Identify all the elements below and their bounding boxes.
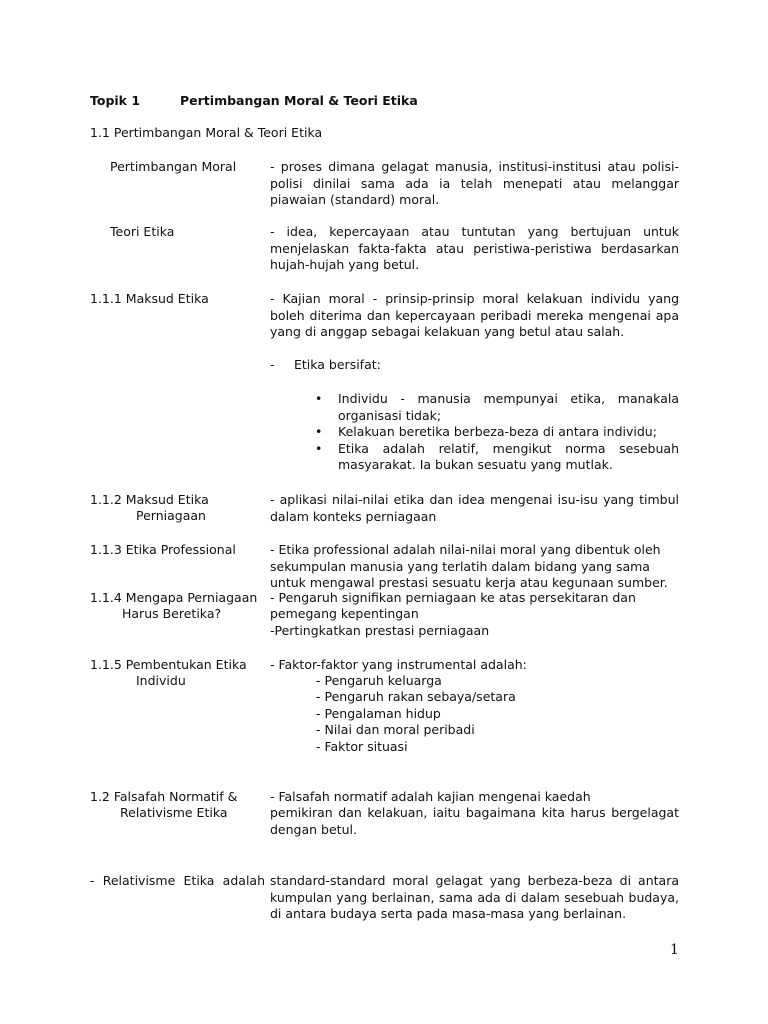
term-teori-etika: Teori Etika — [110, 224, 175, 239]
definition-pertimbangan-moral: - proses dimana gelagat manusia, institusi-institusi atau polisi-polisi dinilai sama ada ia telah menepati atau melanggar piawaian (standard) moral. — [270, 159, 679, 207]
bullet-icon: • — [315, 424, 323, 439]
label-etika-professional: 1.1.3 Etika Professional — [90, 542, 236, 557]
label-relativisme: - Relativisme Etika adalah — [90, 873, 265, 888]
term-pertimbangan-moral: Pertimbangan Moral — [110, 159, 237, 174]
list-item: - Pengalaman hidup — [316, 706, 441, 721]
mengapa-line-3: -Pertingkatkan prestasi perniagaan — [270, 623, 490, 638]
definition-etika-professional: - Etika professional adalah nilai-nilai moral yang dibentuk oleh sekumpulan manusia yang terlatih dalam bidang yang sama untuk mengawal prestasi sesuatu kerja atau kegunaan sumber. — [270, 542, 668, 590]
falsafah-line-1: - Falsafah normatif adalah kajian mengenai kaedah — [270, 789, 591, 804]
sub-dash: - — [270, 357, 275, 372]
faktor-intro: - Faktor-faktor yang instrumental adalah: — [270, 657, 527, 672]
label-pembentukan-etika: 1.1.5 Pembentukan Etika — [90, 657, 247, 672]
page-number: 1 — [670, 942, 679, 958]
bullet-icon: • — [315, 391, 323, 406]
label-falsafah-normatif-line2: Relativisme Etika — [120, 805, 228, 820]
list-item: - Nilai dan moral peribadi — [316, 722, 475, 737]
topic-label: Topik 1 — [90, 93, 141, 108]
mengapa-line-2: pemegang kepentingan — [270, 606, 419, 621]
list-item: • Individu - manusia mempunyai etika, manakala organisasi tidak; — [315, 391, 679, 423]
list-item: - Pengaruh keluarga — [316, 673, 442, 688]
label-maksud-etika-perniagaan: 1.1.2 Maksud Etika — [90, 492, 209, 507]
topic-title: Pertimbangan Moral & Teori Etika — [180, 93, 418, 108]
label-falsafah-normatif: 1.2 Falsafah Normatif & — [90, 789, 238, 804]
definition-maksud-etika: - Kajian moral - prinsip-prinsip moral kelakuan individu yang boleh diterima dan kepercayaan peribadi mereka mengenai apa yang di anggap sebagai kelakuan yang betul atau salah. — [270, 291, 679, 339]
label-maksud-etika: 1.1.1 Maksud Etika — [90, 291, 209, 306]
etika-bersifat-list — [312, 391, 679, 474]
bullet-icon: • — [315, 440, 323, 456]
mengapa-line-1: - Pengaruh signifikan perniagaan ke atas persekitaran dan — [270, 590, 636, 605]
label-mengapa-perniagaan-line2: Harus Beretika? — [122, 606, 222, 621]
list-item: • Etika adalah relatif, mengikut norma sesebuah masyarakat. Ia bukan sesuatu yang mutlak. — [315, 440, 679, 472]
label-maksud-etika-perniagaan-line2: Perniagaan — [136, 508, 206, 523]
section-heading-1-1: 1.1 Pertimbangan Moral & Teori Etika — [90, 125, 323, 140]
list-item: - Faktor situasi — [316, 739, 408, 754]
label-pembentukan-etika-line2: Individu — [136, 673, 186, 688]
list-item: • Kelakuan beretika berbeza-beza di antara individu; — [315, 424, 657, 439]
list-item: - Pengaruh rakan sebaya/setara — [316, 689, 516, 704]
definition-relativisme: standard-standard moral gelagat yang berbeza-beza di antara kumpulan yang berlainan, sama ada di dalam sesebuah budaya, di antara budaya serta pada masa-masa yang berlainan. — [270, 873, 679, 921]
etika-bersifat-heading: Etika bersifat: — [294, 357, 381, 372]
falsafah-rest: pemikiran dan kelakuan, iaitu bagaimana kita harus bergelagat dengan betul. — [270, 805, 679, 837]
definition-maksud-etika-perniagaan: - aplikasi nilai-nilai etika dan idea mengenai isu-isu yang timbul dalam konteks perniagaan — [270, 492, 679, 524]
label-mengapa-perniagaan: 1.1.4 Mengapa Perniagaan — [90, 590, 258, 605]
definition-teori-etika: - idea, kepercayaan atau tuntutan yang bertujuan untuk menjelaskan fakta-fakta atau peristiwa-peristiwa berdasarkan hujah-hujah yang betul. — [270, 224, 679, 272]
